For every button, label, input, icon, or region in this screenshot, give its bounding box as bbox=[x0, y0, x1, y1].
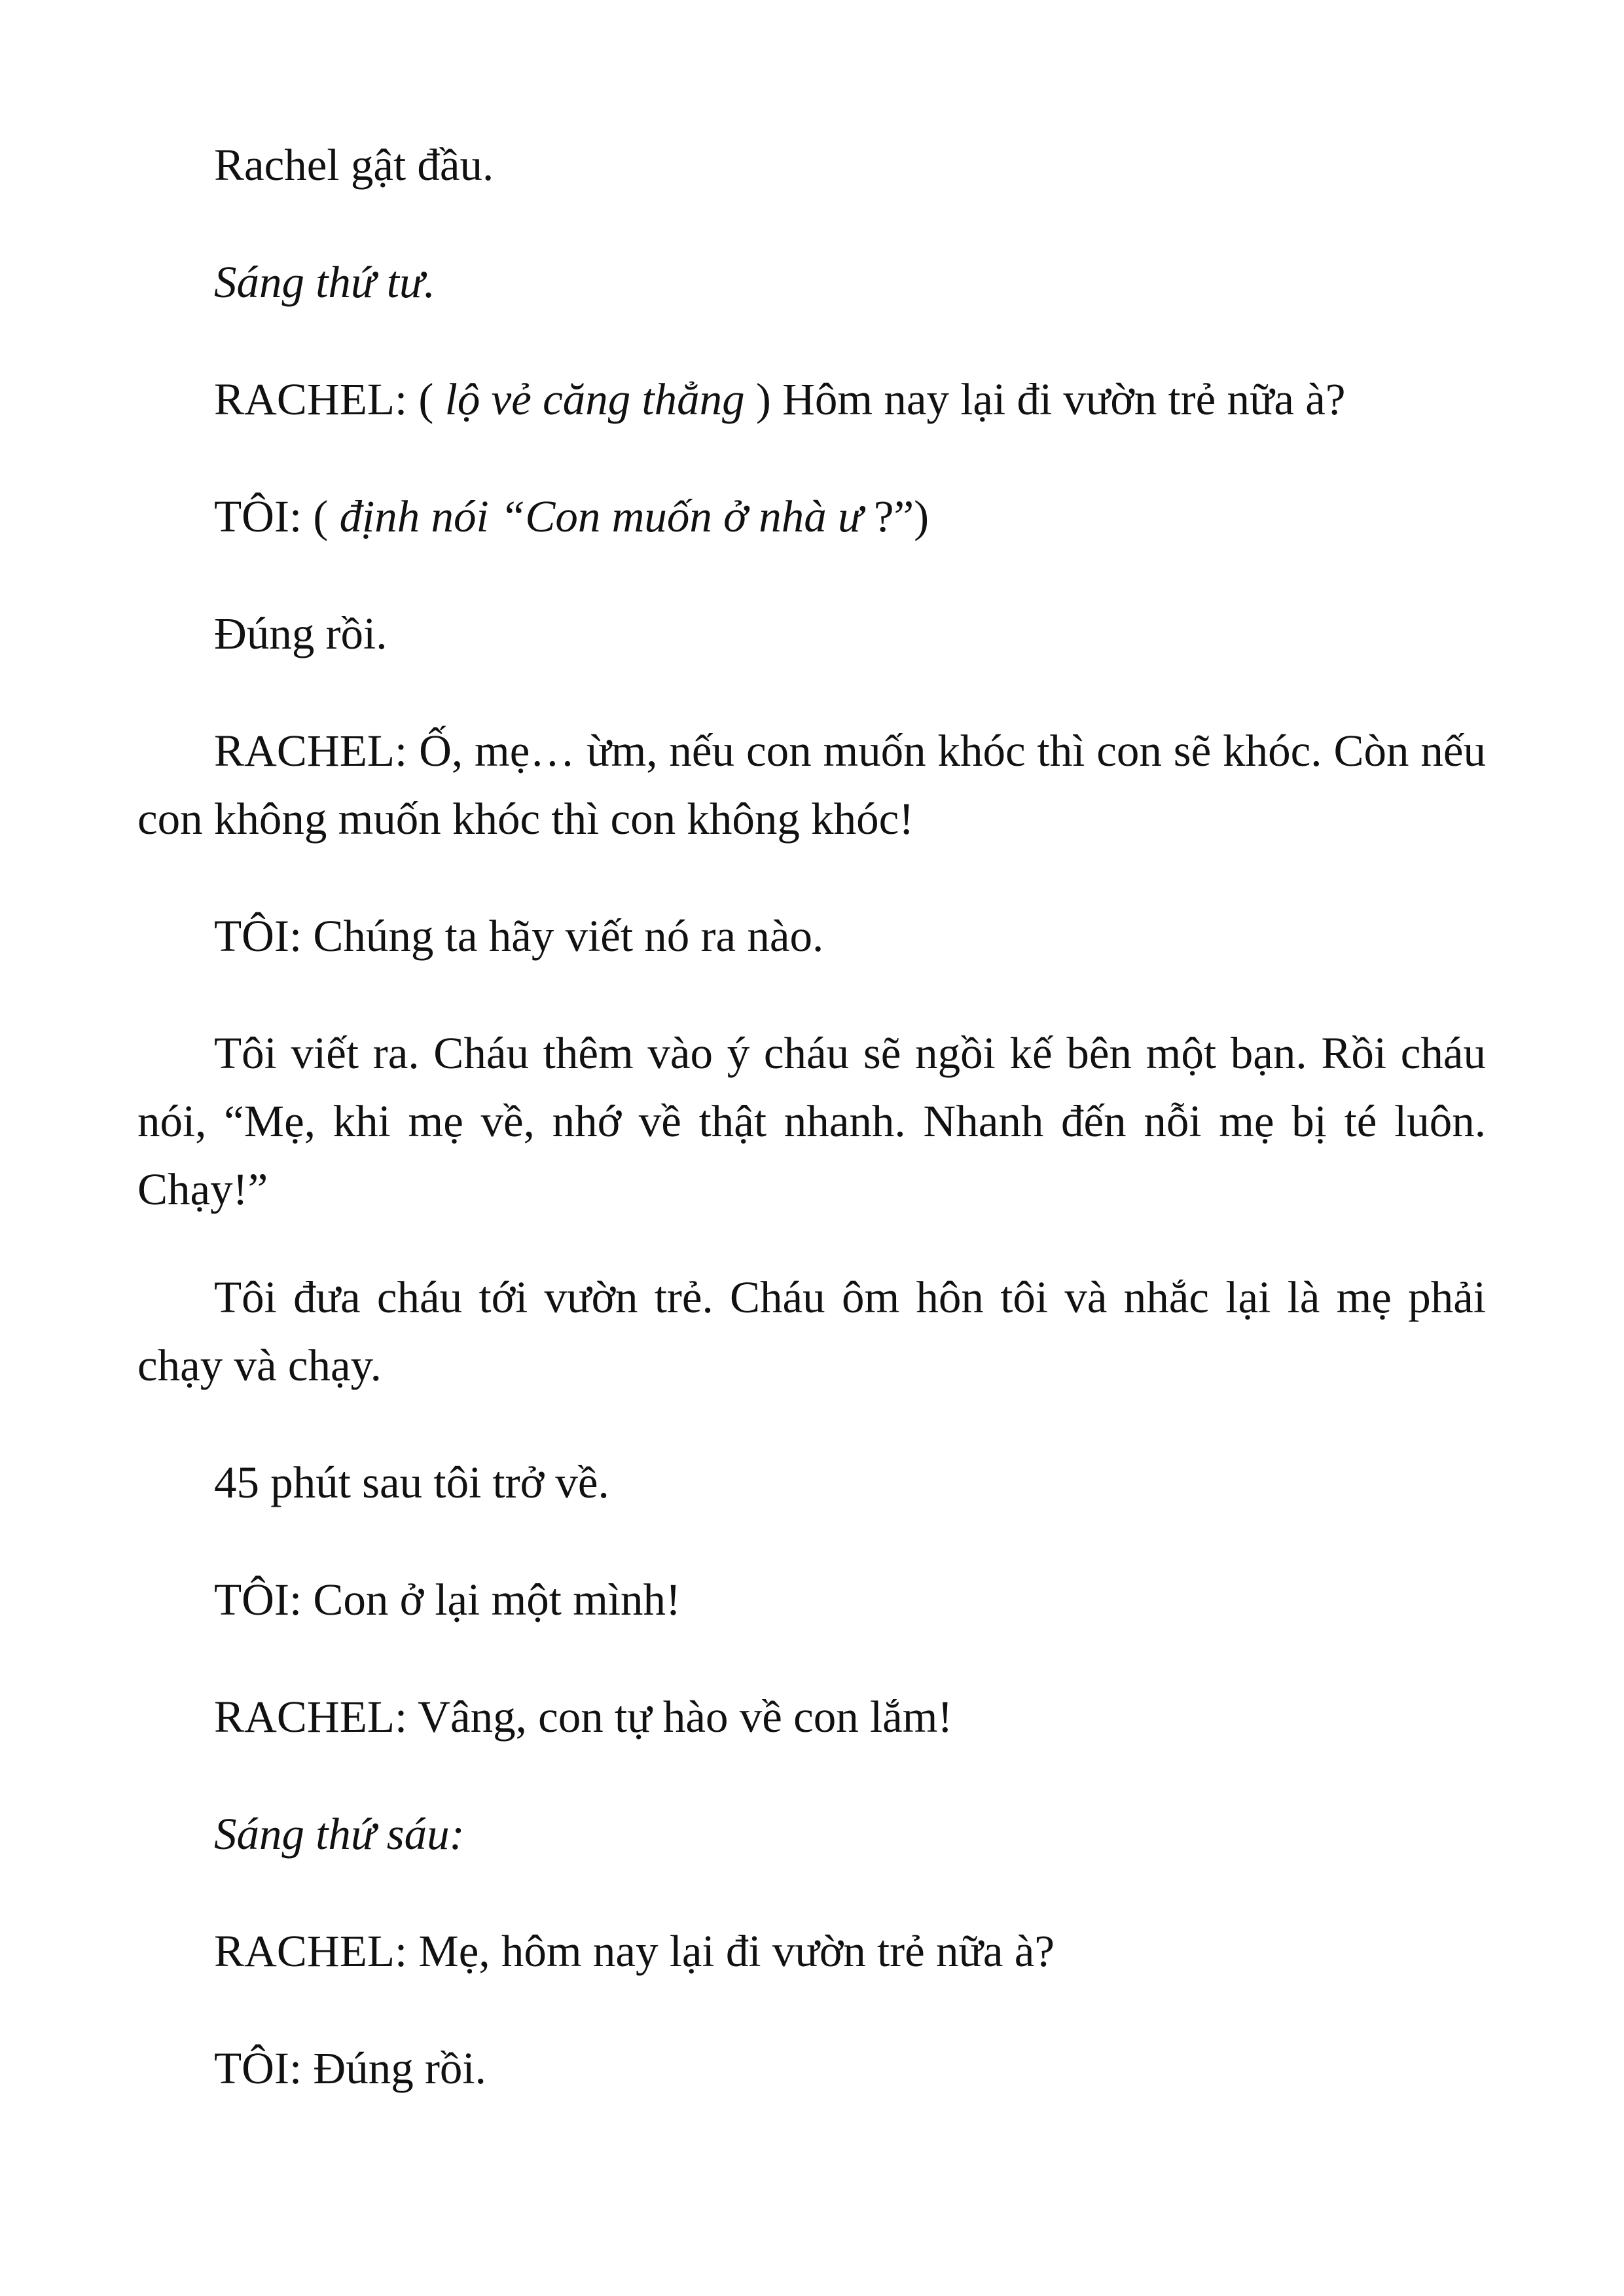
dialogue-line bbox=[137, 1683, 1486, 1751]
text-run: Đúng rồi. bbox=[214, 609, 388, 658]
text-run: 45 phút sau tôi trở về. bbox=[214, 1458, 609, 1507]
text-run: RACHEL: Mẹ, hôm nay lại đi vườn trẻ nữa à? bbox=[214, 1926, 1055, 1976]
text-run: TÔI: Chúng ta hãy viết nó ra nào. bbox=[214, 911, 824, 961]
dialogue-line bbox=[137, 902, 1486, 970]
text-run: Tôi đưa cháu tới vườn trẻ. Cháu ôm hôn tôi và nhắc lại là mẹ phải chạy và chạy. bbox=[137, 1272, 1486, 1390]
paragraph bbox=[137, 131, 1486, 199]
dialogue-line bbox=[137, 1566, 1486, 1634]
paragraph bbox=[137, 600, 1486, 668]
paragraph bbox=[137, 1019, 1486, 1223]
text-run: ) Hôm nay lại đi vườn trẻ nữa à? bbox=[744, 374, 1346, 424]
scene-heading bbox=[137, 1800, 1486, 1868]
dialogue-line bbox=[137, 1917, 1486, 1985]
text-run: Tôi viết ra. Cháu thêm vào ý cháu sẽ ngồi kế bên một bạn. Rồi cháu nói, “Mẹ, khi mẹ về, nhớ về thật nhanh. Nhanh đến nỗi mẹ bị té luôn. Chạy!” bbox=[137, 1028, 1486, 1214]
dialogue-line bbox=[137, 365, 1486, 433]
text-run: RACHEL: Ố, mẹ… ừm, nếu con muốn khóc thì con sẽ khóc. Còn nếu con không muốn khóc thì con không khóc! bbox=[137, 726, 1486, 844]
dialogue-line bbox=[137, 717, 1486, 853]
dialogue-line bbox=[137, 2034, 1486, 2102]
text-run: Sáng thứ tư. bbox=[214, 257, 435, 307]
dialogue-line bbox=[137, 482, 1486, 550]
stage-direction: định nói “Con muốn ở nhà ư bbox=[339, 492, 863, 541]
text-run: ?”) bbox=[862, 492, 929, 541]
text-run: Sáng thứ sáu: bbox=[214, 1809, 465, 1859]
paragraph bbox=[137, 1263, 1486, 1399]
text-run: TÔI: ( bbox=[214, 492, 340, 541]
text-run: TÔI: Con ở lại một mình! bbox=[214, 1575, 681, 1624]
scene-heading bbox=[137, 248, 1486, 316]
text-run: RACHEL: Vâng, con tự hào về con lắm! bbox=[214, 1692, 953, 1742]
text-run: RACHEL: ( bbox=[214, 374, 445, 424]
text-run: TÔI: Đúng rồi. bbox=[214, 2043, 486, 2093]
paragraph bbox=[137, 1448, 1486, 1516]
text-run: Rachel gật đầu. bbox=[214, 140, 494, 190]
stage-direction: lộ vẻ căng thẳng bbox=[444, 374, 745, 424]
